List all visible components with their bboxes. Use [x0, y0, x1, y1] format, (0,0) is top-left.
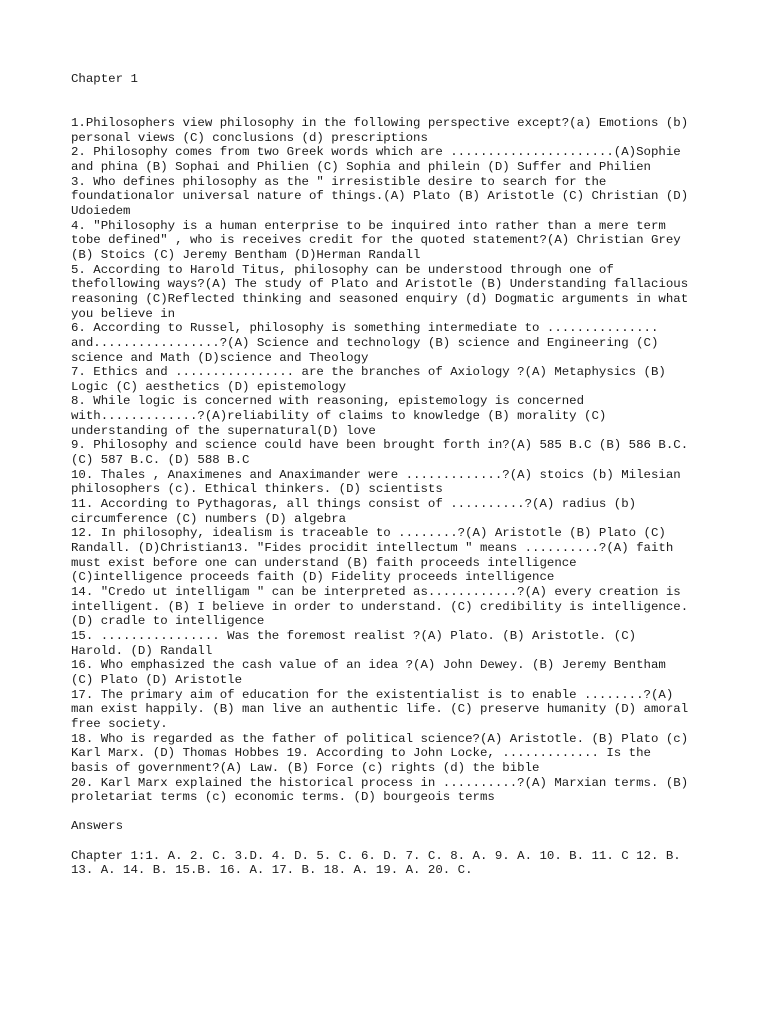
- question-item: 10. Thales , Anaximenes and Anaximander were .............?(A) stoics (b) Milesian philosophers (c). Ethical thinkers. (D) scientists: [71, 467, 681, 497]
- question-item: 3. Who defines philosophy as the " irresistible desire to search for the foundationalor universal nature of things.(A) Plato (B) Aristotle (C) Christian (D) Udoiedem: [71, 174, 689, 218]
- question-item: 11. According to Pythagoras, all things consist of ..........?(A) radius (b) circumference (C) numbers (D) algebra: [71, 497, 637, 526]
- question-item: 4. "Philosophy is a human enterprise to be inquired into rather than a mere term tobe defined" , who is receives credit for the quoted statement?(A) Christian Grey (B) Stoics (C) Jeremy Bentham (D)Herman Randall: [71, 218, 681, 262]
- question-item: 20. Karl Marx explained the historical process in ..........?(A) Marxian terms. (B) proletariat terms (c) economic terms. (D) bourgeois terms: [71, 775, 689, 805]
- question-item: 1.Philosophers view philosophy in the following perspective except?(a) Emotions (b) personal views (C) conclusions (d) prescriptions: [71, 116, 689, 145]
- chapter-title: Chapter 1: [71, 72, 138, 86]
- question-item: 15. ................ Was the foremost realist ?(A) Plato. (B) Aristotle. (C) Harold. (D) Randall: [71, 628, 637, 658]
- question-item: 7. Ethics and ................ are the branches of Axiology ?(A) Metaphysics (B) Logic (C) aesthetics (D) epistemology: [71, 365, 666, 394]
- question-item: 8. While logic is concerned with reasoning, epistemology is concerned with.............?(A)reliability of claims to knowledge (B) morality (C) understanding of the supernatural(D) love: [71, 394, 607, 438]
- question-list: [71, 116, 711, 805]
- answers-heading: Answers: [71, 818, 124, 833]
- question-item: 2. Philosophy comes from two Greek words which are ......................(A)Sophie and phina (B) Sophai and Philien (C) Sophia and philein (D) Suffer and Philien: [71, 145, 681, 174]
- document-page: [71, 72, 711, 878]
- question-item: 12. In philosophy, idealism is traceable to ........?(A) Aristotle (B) Plato (C) Randall. (D)Christian13. "Fides procidit intellectum " means ..........?(A) faith must exist before one can understand (B) faith proceeds intelligence (C)intelligence proceeds faith (D) Fidelity proceeds intelligence: [71, 526, 674, 585]
- question-item: 9. Philosophy and science could have been brought forth in?(A) 585 B.C (B) 586 B.C. (C) 587 B.C. (D) 588 B.C: [71, 438, 689, 468]
- question-item: 17. The primary aim of education for the existentialist is to enable ........?(A) man exist happily. (B) man live an authentic life. (C) preserve humanity (D) amoral free society.: [71, 687, 689, 731]
- question-item: 14. "Credo ut intelligam " can be interpreted as............?(A) every creation is intelligent. (B) I believe in order to understand. (C) credibility is intelligence. (D) cradle to intelligence: [71, 585, 689, 629]
- question-item: 18. Who is regarded as the father of political science?(A) Aristotle. (B) Plato (c) Karl Marx. (D) Thomas Hobbes 19. According to John Locke, ............. Is the basis of government?(A) Law. (B) Force (c) rights (d) the bible: [71, 731, 689, 775]
- question-item: 6. According to Russel, philosophy is something intermediate to ............... and.................?(A) Science and technology (B) science and Engineering (C) science and Math (D)science and Theology: [71, 321, 659, 365]
- question-item: 16. Who emphasized the cash value of an idea ?(A) John Dewey. (B) Jeremy Bentham (C) Plato (D) Aristotle: [71, 658, 666, 687]
- question-item: 5. According to Harold Titus, philosophy can be understood through one of thefollowing ways?(A) The study of Plato and Aristotle (B) Understanding fallacious reasoning (C)Reflected thinking and seasoned enquiry (d) Dogmatic arguments in what you believe in: [71, 262, 689, 321]
- answer-key: Chapter 1:1. A. 2. C. 3.D. 4. D. 5. C. 6. D. 7. C. 8. A. 9. A. 10. B. 11. C 12. B. 13. A. 14. B. 15.B. 16. A. 17. B. 18. A. 19. A. 20. C.: [71, 848, 681, 878]
